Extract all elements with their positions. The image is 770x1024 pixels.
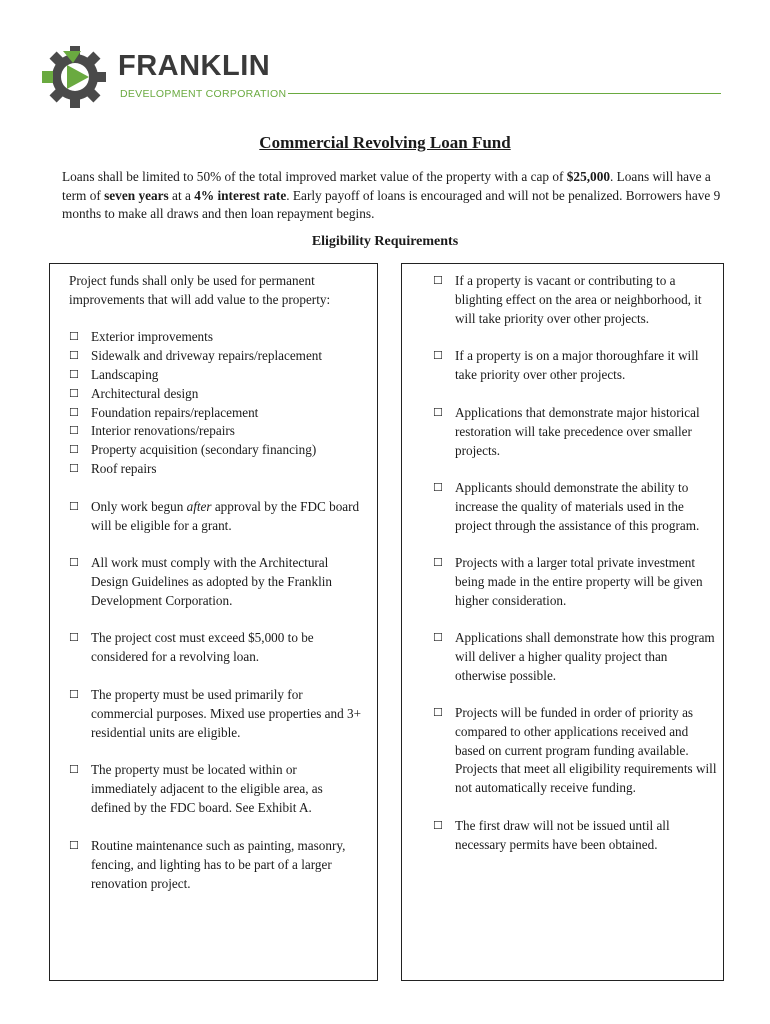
checkbox-icon: ☐ bbox=[69, 368, 79, 381]
gear-arrow-icon bbox=[42, 44, 112, 110]
item-text: Applications shall demonstrate how this program will deliver a higher quality project than otherwise possible. bbox=[455, 630, 715, 683]
item-text: Exterior improvements bbox=[91, 329, 213, 344]
item-text: Applicants should demonstrate the ability to increase the quality of materials used in the project through the assistance of this program. bbox=[455, 480, 700, 533]
item-text: Applications that demonstrate major historical restoration will take precedence over smaller projects. bbox=[455, 405, 700, 458]
checkbox-icon: ☐ bbox=[433, 706, 443, 719]
item-text: Sidewalk and driveway repairs/replacement bbox=[91, 348, 323, 363]
logo-subtitle: DEVELOPMENT CORPORATION bbox=[120, 88, 287, 100]
checkbox-icon: ☐ bbox=[69, 763, 79, 776]
italic-text: after bbox=[186, 499, 212, 514]
eligibility-heading: Eligibility Requirements bbox=[311, 234, 459, 249]
checkbox-icon: ☐ bbox=[69, 462, 79, 475]
item-text: If a property is vacant or contributing to a blighting effect on the area or neighborhood, it will take priority over other projects. bbox=[455, 273, 702, 326]
page-title: Commercial Revolving Loan Fund bbox=[259, 133, 511, 152]
checkbox-icon: ☐ bbox=[69, 330, 79, 343]
checkbox-icon: ☐ bbox=[433, 556, 443, 569]
checkbox-icon: ☐ bbox=[433, 819, 443, 832]
header-rule bbox=[288, 93, 721, 94]
franklin-logo bbox=[42, 44, 332, 110]
checkbox-icon: ☐ bbox=[69, 631, 79, 644]
checkbox-icon: ☐ bbox=[69, 406, 79, 419]
checkbox-icon: ☐ bbox=[69, 349, 79, 362]
checkbox-icon: ☐ bbox=[433, 349, 443, 362]
checkbox-icon: ☐ bbox=[69, 556, 79, 569]
checkbox-icon: ☐ bbox=[433, 274, 443, 287]
item-text: Interior renovations/repairs bbox=[91, 423, 235, 438]
item-text: The property must be located within or immediately adjacent to the eligible area, as defined by the FDC board. See Exhibit A. bbox=[91, 762, 323, 815]
checkbox-icon: ☐ bbox=[433, 481, 443, 494]
item-text: Foundation repairs/replacement bbox=[91, 405, 259, 420]
item-text: Roof repairs bbox=[91, 461, 157, 476]
item-text: Property acquisition (secondary financing) bbox=[91, 442, 317, 457]
intro-paragraph: Loans shall be limited to 50% of the total improved market value of the property with a cap of $25,000. Loans will have a term of seven years at a 4% interest rate. Early payoff of loans is encouraged and will not be penalized. Borrowers have 9 months to make all draws and then loan repayment begins. bbox=[62, 169, 721, 221]
bold-text: 4% interest rate bbox=[194, 187, 287, 203]
item-text: Projects with a larger total private investment being made in the entire property will be given higher consideration. bbox=[455, 555, 703, 608]
bold-text: seven years bbox=[104, 187, 169, 203]
item-text: Landscaping bbox=[91, 367, 159, 382]
item-text: The property must be used primarily for commercial purposes. Mixed use properties and 3+ residential units are eligible. bbox=[91, 687, 362, 740]
checkbox-icon: ☐ bbox=[433, 406, 443, 419]
bold-text: $25,000 bbox=[566, 169, 610, 184]
item-text: All work must comply with the Architectural Design Guidelines as adopted by the Franklin Development Corporation. bbox=[91, 555, 332, 608]
item-text: Projects will be funded in order of priority as compared to other applications received and based on current program funding available. Projects that meet all eligibility requirements will not automatically receive funding. bbox=[455, 705, 717, 796]
checkbox-icon: ☐ bbox=[433, 631, 443, 644]
item-text: The project cost must exceed $5,000 to be considered for a revolving loan. bbox=[91, 630, 314, 664]
checkbox-icon: ☐ bbox=[69, 688, 79, 701]
item-text: Architectural design bbox=[91, 386, 199, 401]
item-text: The first draw will not be issued until all necessary permits have been obtained. bbox=[455, 818, 670, 852]
checkbox-icon: ☐ bbox=[69, 500, 79, 513]
box-lead-text: Project funds shall only be used for permanent improvements that will add value to the property: bbox=[69, 273, 331, 307]
checkbox-icon: ☐ bbox=[69, 424, 79, 437]
checkbox-icon: ☐ bbox=[69, 443, 79, 456]
item-text: Only work begun after approval by the FDC board will be eligible for a grant. bbox=[91, 499, 360, 533]
use-requirements-box bbox=[49, 263, 378, 981]
logo-title: FRANKLIN bbox=[118, 50, 271, 82]
priority-criteria-box bbox=[401, 263, 724, 981]
item-text: Routine maintenance such as painting, masonry, fencing, and lighting has to be part of a larger renovation project. bbox=[91, 838, 346, 891]
checkbox-icon: ☐ bbox=[69, 839, 79, 852]
checkbox-icon: ☐ bbox=[69, 387, 79, 400]
item-text: If a property is on a major thoroughfare it will take priority over other projects. bbox=[455, 348, 699, 382]
